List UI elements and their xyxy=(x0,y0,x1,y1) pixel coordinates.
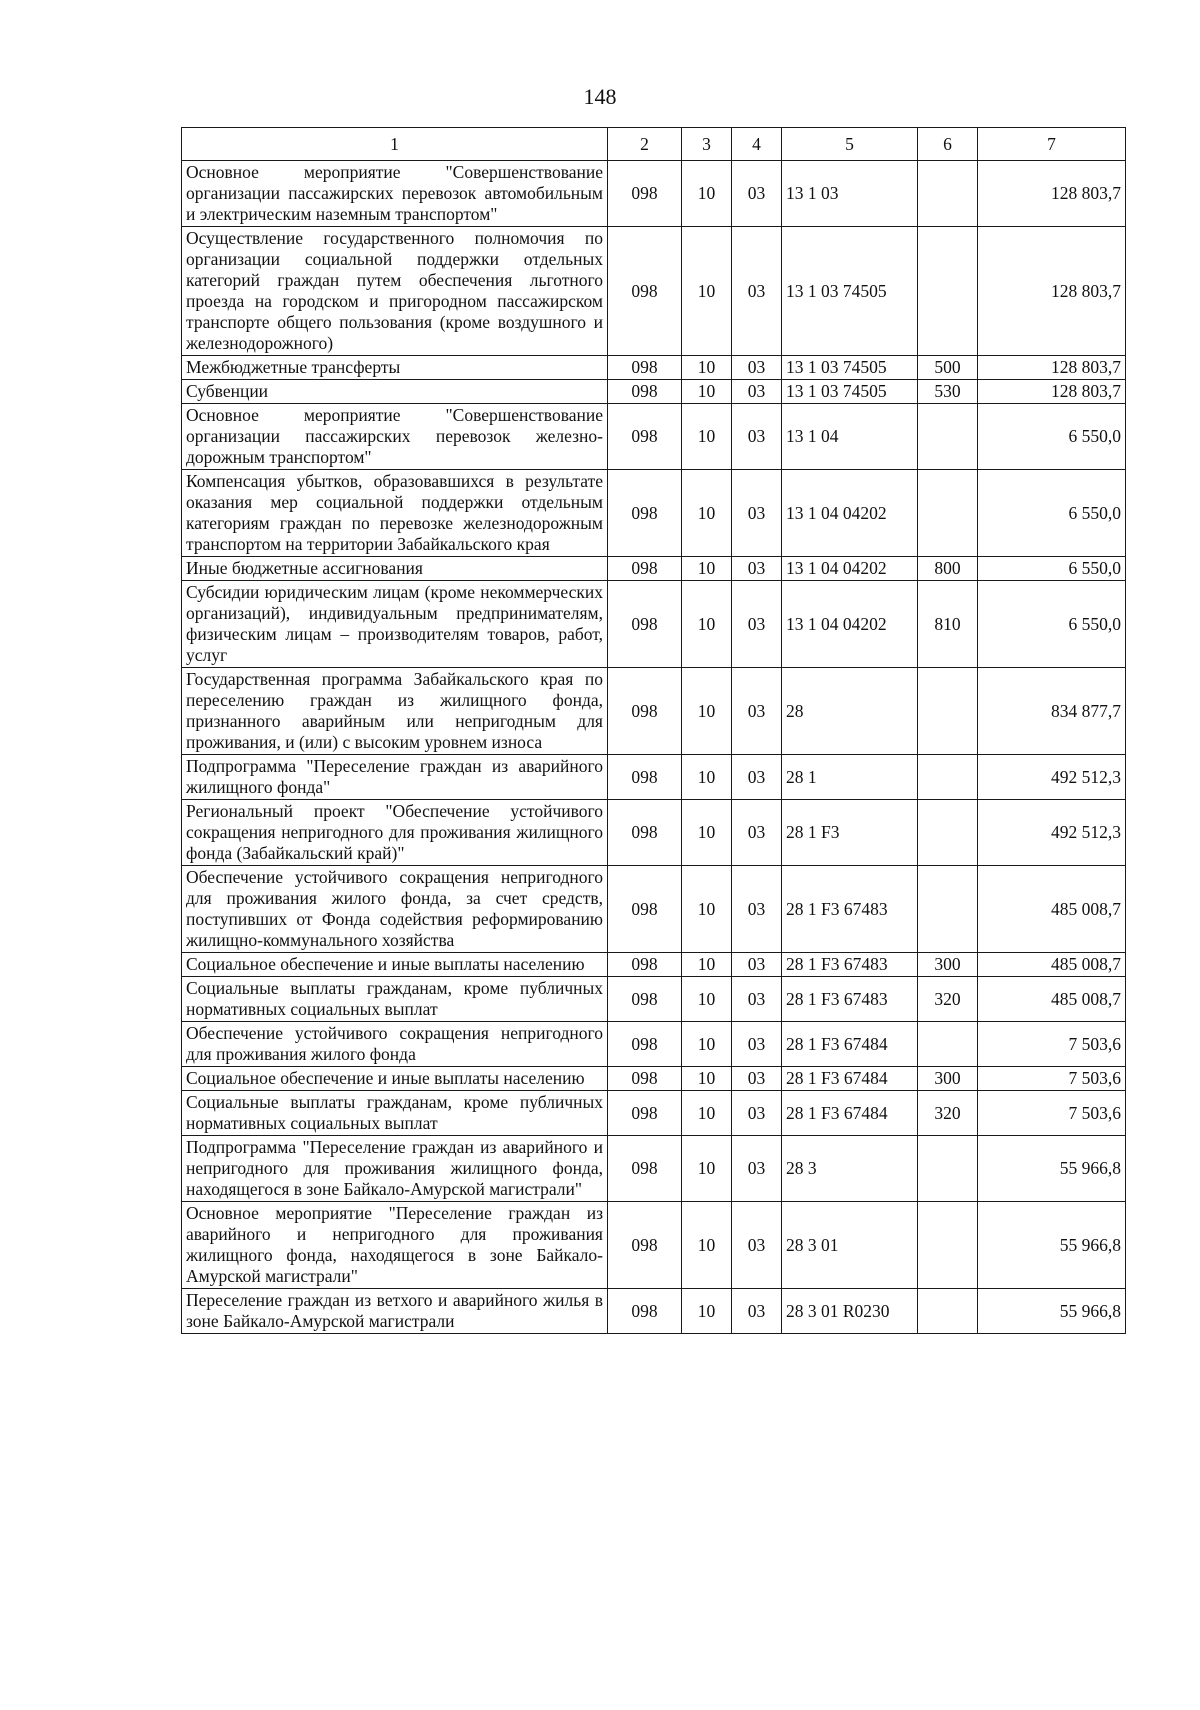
row-target-item: 28 1 F3 67483 xyxy=(782,953,918,977)
page-number: 148 xyxy=(583,84,617,109)
row-expense-type: 320 xyxy=(918,977,978,1022)
row-target-item: 28 3 01 xyxy=(782,1202,918,1289)
row-subsection: 03 xyxy=(732,953,782,977)
row-description: Подпрограмма "Переселение граждан из аварийного и непригодного для проживания жилищного фонда, находящегося в зоне Байкало-Амурской магистрали" xyxy=(182,1136,608,1202)
table-row xyxy=(182,977,1126,1022)
column-header-3: 3 xyxy=(682,128,732,161)
table-row xyxy=(182,1022,1126,1067)
row-subsection: 03 xyxy=(732,1022,782,1067)
row-expense-type xyxy=(918,161,978,227)
table-row xyxy=(182,356,1126,380)
row-amount: 6 550,0 xyxy=(978,404,1126,470)
table-row xyxy=(182,866,1126,953)
table-row xyxy=(182,470,1126,557)
row-amount: 128 803,7 xyxy=(978,380,1126,404)
row-amount: 128 803,7 xyxy=(978,227,1126,356)
row-section: 10 xyxy=(682,1022,732,1067)
row-target-item: 28 1 F3 67484 xyxy=(782,1022,918,1067)
row-admin-code: 098 xyxy=(608,800,682,866)
column-header-2: 2 xyxy=(608,128,682,161)
row-expense-type xyxy=(918,755,978,800)
row-amount: 55 966,8 xyxy=(978,1202,1126,1289)
row-description: Подпрограмма "Переселение граждан из аварийного жилищного фонда" xyxy=(182,755,608,800)
row-amount: 55 966,8 xyxy=(978,1136,1126,1202)
row-amount: 55 966,8 xyxy=(978,1289,1126,1334)
row-admin-code: 098 xyxy=(608,1067,682,1091)
row-section: 10 xyxy=(682,557,732,581)
row-amount: 834 877,7 xyxy=(978,668,1126,755)
row-subsection: 03 xyxy=(732,470,782,557)
row-amount: 128 803,7 xyxy=(978,161,1126,227)
row-admin-code: 098 xyxy=(608,866,682,953)
table-row xyxy=(182,1289,1126,1334)
row-target-item: 13 1 03 74505 xyxy=(782,356,918,380)
row-subsection: 03 xyxy=(732,227,782,356)
row-description: Переселение граждан из ветхого и аварийного жилья в зоне Байкало-Амурской магистрали xyxy=(182,1289,608,1334)
row-subsection: 03 xyxy=(732,977,782,1022)
row-expense-type: 500 xyxy=(918,356,978,380)
row-expense-type xyxy=(918,1022,978,1067)
row-expense-type: 530 xyxy=(918,380,978,404)
table-row xyxy=(182,1136,1126,1202)
row-amount: 7 503,6 xyxy=(978,1091,1126,1136)
row-expense-type xyxy=(918,1289,978,1334)
row-section: 10 xyxy=(682,1289,732,1334)
row-target-item: 13 1 04 xyxy=(782,404,918,470)
row-subsection: 03 xyxy=(732,1136,782,1202)
row-section: 10 xyxy=(682,404,732,470)
row-description: Социальное обеспечение и иные выплаты населению xyxy=(182,953,608,977)
column-header-7: 7 xyxy=(978,128,1126,161)
table-row xyxy=(182,227,1126,356)
row-section: 10 xyxy=(682,1091,732,1136)
column-header-5: 5 xyxy=(782,128,918,161)
row-description: Социальное обеспечение и иные выплаты населению xyxy=(182,1067,608,1091)
row-expense-type xyxy=(918,404,978,470)
table-row xyxy=(182,581,1126,668)
row-section: 10 xyxy=(682,470,732,557)
table-header-row xyxy=(182,128,1126,161)
table-row xyxy=(182,800,1126,866)
row-amount: 485 008,7 xyxy=(978,977,1126,1022)
row-description: Субвенции xyxy=(182,380,608,404)
row-amount: 128 803,7 xyxy=(978,356,1126,380)
row-amount: 492 512,3 xyxy=(978,800,1126,866)
table-row xyxy=(182,380,1126,404)
row-section: 10 xyxy=(682,977,732,1022)
table-row xyxy=(182,953,1126,977)
row-amount: 6 550,0 xyxy=(978,557,1126,581)
row-amount: 7 503,6 xyxy=(978,1067,1126,1091)
row-subsection: 03 xyxy=(732,380,782,404)
table-body xyxy=(182,161,1126,1334)
row-target-item: 28 1 F3 67484 xyxy=(782,1067,918,1091)
row-amount: 6 550,0 xyxy=(978,470,1126,557)
row-amount: 485 008,7 xyxy=(978,953,1126,977)
row-admin-code: 098 xyxy=(608,356,682,380)
row-description: Обеспечение устойчивого сокращения непригодного для проживания жилого фонда xyxy=(182,1022,608,1067)
row-target-item: 28 xyxy=(782,668,918,755)
row-section: 10 xyxy=(682,668,732,755)
row-target-item: 28 1 xyxy=(782,755,918,800)
row-admin-code: 098 xyxy=(608,977,682,1022)
row-section: 10 xyxy=(682,953,732,977)
row-description: Основное мероприятие "Совершенствование организации пассажирских перевозок железнодорожным транспортом" xyxy=(182,404,608,470)
table-row xyxy=(182,755,1126,800)
row-target-item: 13 1 04 04202 xyxy=(782,470,918,557)
row-section: 10 xyxy=(682,1202,732,1289)
row-expense-type: 300 xyxy=(918,1067,978,1091)
row-subsection: 03 xyxy=(732,1289,782,1334)
row-admin-code: 098 xyxy=(608,227,682,356)
row-target-item: 28 3 01 R0230 xyxy=(782,1289,918,1334)
row-amount: 6 550,0 xyxy=(978,581,1126,668)
row-description: Региональный проект "Обеспечение устойчивого сокращения непригодного для проживания жилищного фонда (Забайкальский край)" xyxy=(182,800,608,866)
row-target-item: 28 1 F3 67484 xyxy=(782,1091,918,1136)
row-admin-code: 098 xyxy=(608,953,682,977)
row-expense-type xyxy=(918,470,978,557)
table-row xyxy=(182,404,1126,470)
row-admin-code: 098 xyxy=(608,1022,682,1067)
row-description: Социальные выплаты гражданам, кроме публичных нормативных социальных выплат xyxy=(182,977,608,1022)
row-description: Межбюджетные трансферты xyxy=(182,356,608,380)
row-description: Обеспечение устойчивого сокращения непригодного для проживания жилого фонда, за счет средств, поступивших от Фонда содействия реформированию жилищно-коммунального хозяйства xyxy=(182,866,608,953)
row-admin-code: 098 xyxy=(608,581,682,668)
row-subsection: 03 xyxy=(732,356,782,380)
row-subsection: 03 xyxy=(732,581,782,668)
row-admin-code: 098 xyxy=(608,668,682,755)
row-target-item: 28 1 F3 67483 xyxy=(782,866,918,953)
row-section: 10 xyxy=(682,755,732,800)
row-description: Компенсация убытков, образовавшихся в результате оказания мер социальной поддержки отдельным категориям граждан по перевозке железнодорожным транспортом на территории Забайкальского края xyxy=(182,470,608,557)
row-section: 10 xyxy=(682,380,732,404)
row-section: 10 xyxy=(682,800,732,866)
row-subsection: 03 xyxy=(732,1091,782,1136)
row-subsection: 03 xyxy=(732,404,782,470)
row-description: Основное мероприятие "Совершенствование организации пассажирских перевозок автомобильным и электрическим наземным транспортом" xyxy=(182,161,608,227)
row-expense-type xyxy=(918,668,978,755)
row-expense-type xyxy=(918,1136,978,1202)
row-amount: 7 503,6 xyxy=(978,1022,1126,1067)
row-description: Иные бюджетные ассигнования xyxy=(182,557,608,581)
row-section: 10 xyxy=(682,227,732,356)
row-subsection: 03 xyxy=(732,668,782,755)
row-expense-type: 800 xyxy=(918,557,978,581)
row-target-item: 28 3 xyxy=(782,1136,918,1202)
row-subsection: 03 xyxy=(732,1202,782,1289)
row-section: 10 xyxy=(682,1136,732,1202)
row-section: 10 xyxy=(682,866,732,953)
row-section: 10 xyxy=(682,1067,732,1091)
table-row xyxy=(182,1202,1126,1289)
row-target-item: 13 1 03 xyxy=(782,161,918,227)
row-description: Субсидии юридическим лицам (кроме некоммерческих организаций), индивидуальным предпринимателям, физическим лицам – производителям товаров, работ, услуг xyxy=(182,581,608,668)
row-admin-code: 098 xyxy=(608,557,682,581)
row-target-item: 28 1 F3 xyxy=(782,800,918,866)
column-header-4: 4 xyxy=(732,128,782,161)
row-target-item: 13 1 03 74505 xyxy=(782,227,918,356)
row-admin-code: 098 xyxy=(608,470,682,557)
row-target-item: 28 1 F3 67483 xyxy=(782,977,918,1022)
row-expense-type xyxy=(918,227,978,356)
row-expense-type xyxy=(918,800,978,866)
row-section: 10 xyxy=(682,581,732,668)
row-admin-code: 098 xyxy=(608,404,682,470)
row-admin-code: 098 xyxy=(608,1091,682,1136)
row-target-item: 13 1 03 74505 xyxy=(782,380,918,404)
row-description: Социальные выплаты гражданам, кроме публичных нормативных социальных выплат xyxy=(182,1091,608,1136)
row-expense-type xyxy=(918,1202,978,1289)
row-subsection: 03 xyxy=(732,1067,782,1091)
table-row xyxy=(182,1067,1126,1091)
row-section: 10 xyxy=(682,356,732,380)
column-header-6: 6 xyxy=(918,128,978,161)
row-subsection: 03 xyxy=(732,557,782,581)
row-admin-code: 098 xyxy=(608,380,682,404)
row-admin-code: 098 xyxy=(608,1202,682,1289)
row-subsection: 03 xyxy=(732,800,782,866)
row-target-item: 13 1 04 04202 xyxy=(782,581,918,668)
row-admin-code: 098 xyxy=(608,1136,682,1202)
row-expense-type xyxy=(918,866,978,953)
table-row xyxy=(182,668,1126,755)
row-subsection: 03 xyxy=(732,866,782,953)
row-expense-type: 300 xyxy=(918,953,978,977)
row-amount: 485 008,7 xyxy=(978,866,1126,953)
column-header-1: 1 xyxy=(182,128,608,161)
row-amount: 492 512,3 xyxy=(978,755,1126,800)
row-admin-code: 098 xyxy=(608,755,682,800)
table-row xyxy=(182,161,1126,227)
row-admin-code: 098 xyxy=(608,161,682,227)
row-subsection: 03 xyxy=(732,755,782,800)
row-description: Государственная программа Забайкальского края по переселению граждан из жилищного фонда, признанного аварийным или непригодным для проживания, и (или) с высоким уровнем износа xyxy=(182,668,608,755)
row-description: Осуществление государственного полномочия по организации социальной поддержки отдельных категорий граждан путем обеспечения льготного проезда на городском и пригородном пассажирском транспорте общего пользования (кроме воздушного и железнодорожного) xyxy=(182,227,608,356)
row-expense-type: 810 xyxy=(918,581,978,668)
budget-table xyxy=(181,127,1126,1334)
table-row xyxy=(182,1091,1126,1136)
row-description: Основное мероприятие "Переселение граждан из аварийного и непригодного для проживания жилищного фонда, находящегося в зоне Байкало-Амурской магистрали" xyxy=(182,1202,608,1289)
table-row xyxy=(182,557,1126,581)
row-admin-code: 098 xyxy=(608,1289,682,1334)
row-target-item: 13 1 04 04202 xyxy=(782,557,918,581)
row-section: 10 xyxy=(682,161,732,227)
row-subsection: 03 xyxy=(732,161,782,227)
row-expense-type: 320 xyxy=(918,1091,978,1136)
